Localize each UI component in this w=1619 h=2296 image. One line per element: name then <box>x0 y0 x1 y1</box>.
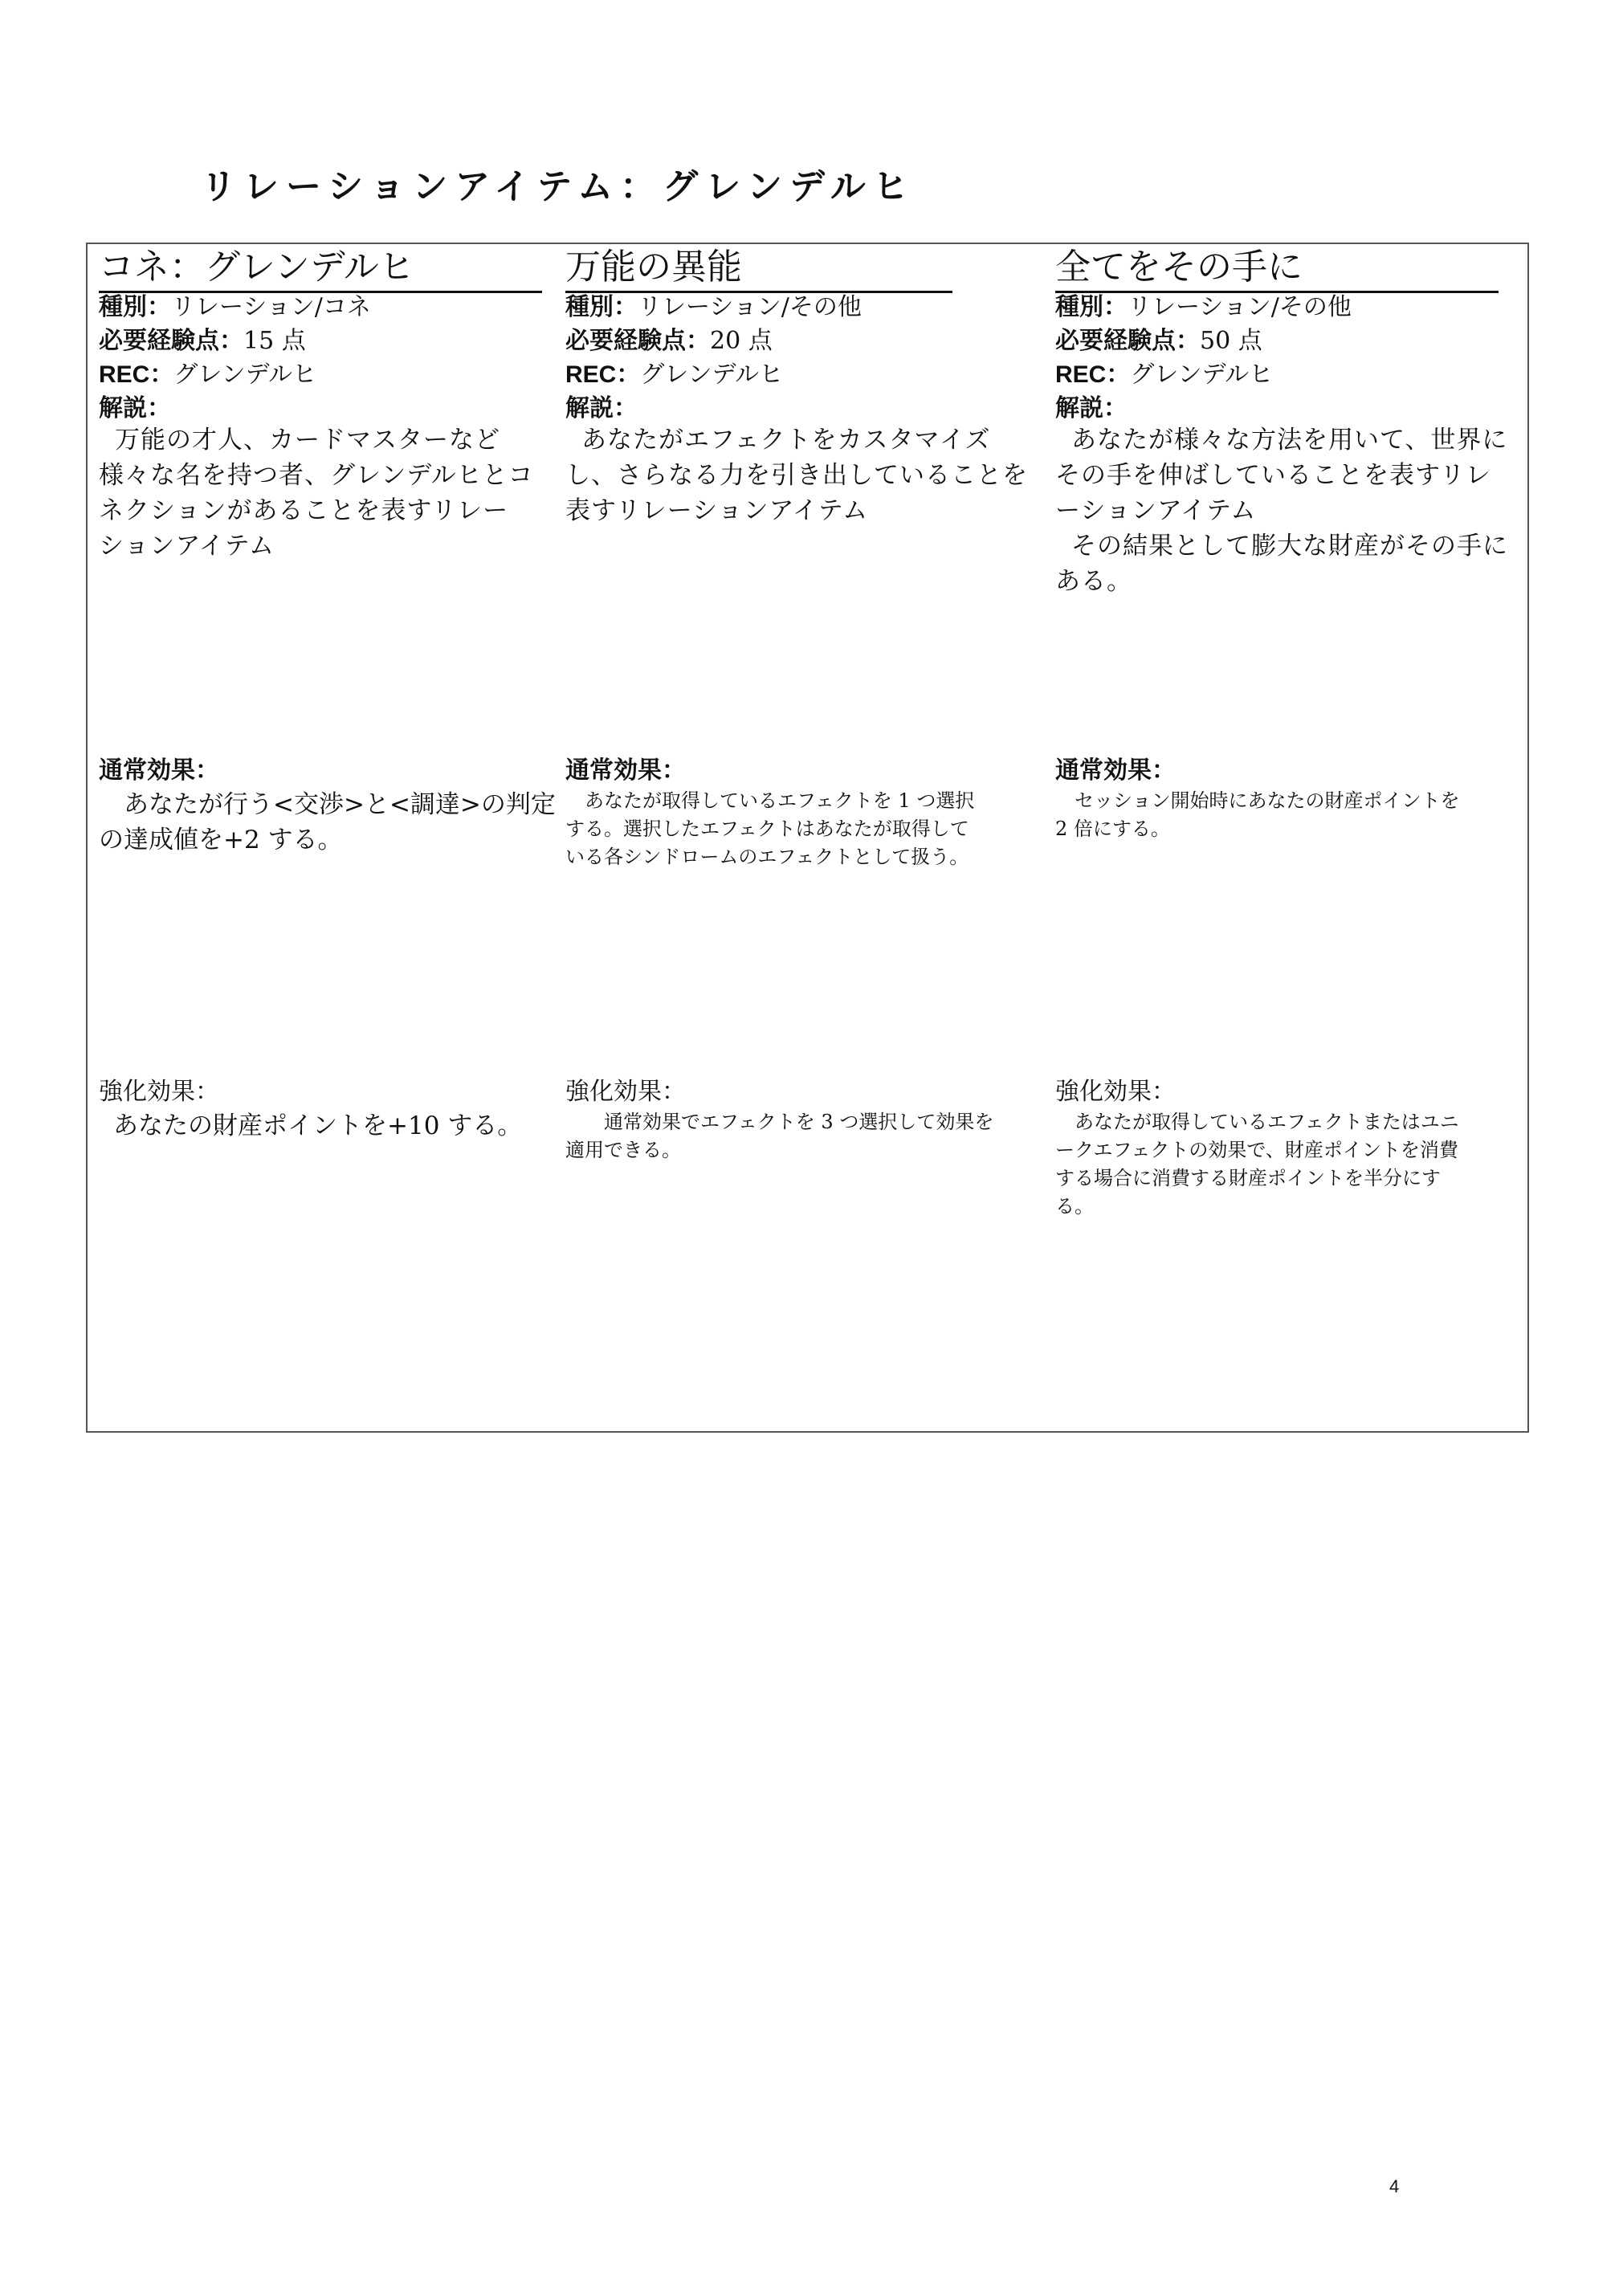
item-name: コネ：グレンデルヒ <box>99 244 542 293</box>
page-number: 4 <box>1389 2176 1400 2196</box>
exp-value: 50 点 <box>1200 327 1262 355</box>
type-label: 種別： <box>565 294 638 320</box>
desc-label: 解説： <box>1055 395 1128 422</box>
item-name: 万能の異能 <box>565 244 952 293</box>
exp-row <box>1055 324 1352 358</box>
normal-effect-line: する。選択したエフェクトはあなたが取得して <box>565 818 969 840</box>
type-value: リレーション/コネ <box>171 293 371 321</box>
description <box>99 422 534 564</box>
item-card-3 <box>1055 244 1517 1431</box>
rec-row <box>1055 358 1352 392</box>
description <box>1055 422 1508 599</box>
normal-effect-text <box>99 787 556 858</box>
description-line: その手を伸ばしていることを表すリレ <box>1055 461 1491 490</box>
description-line: その結果として膨大な財産がその手に <box>1071 532 1508 561</box>
enhanced-effect <box>1055 1076 1459 1221</box>
item-meta <box>565 291 862 426</box>
normal-effect-line: あなたが行う<交渉>と<調達>の判定 <box>99 790 556 819</box>
description <box>565 422 1028 528</box>
desc-row <box>99 392 371 426</box>
rec-row <box>99 358 371 392</box>
description-line: 表すリレーションアイテム <box>565 496 869 525</box>
item-meta <box>1055 291 1352 426</box>
enhanced-effect-line: ークエフェクトの効果で、財産ポイントを消費 <box>1055 1139 1458 1161</box>
rec-label: REC： <box>565 361 641 388</box>
normal-effect-label: 通常効果： <box>99 757 219 784</box>
item-card-1 <box>99 244 556 1431</box>
rec-label: REC： <box>99 361 174 388</box>
normal-effect <box>1055 755 1460 843</box>
desc-label: 解説： <box>99 395 171 422</box>
enhanced-effect-text <box>99 1108 522 1144</box>
exp-label: 必要経験点： <box>99 328 243 354</box>
description-line: あなたが様々な方法を用いて、世界に <box>1071 426 1508 455</box>
description-line: し、さらなる力を引き出していることを <box>565 461 1028 490</box>
page-title: リレーションアイテム：グレンデルヒ <box>201 166 916 207</box>
type-label: 種別： <box>99 294 171 320</box>
type-row <box>1055 291 1352 324</box>
enhanced-effect <box>99 1076 522 1144</box>
item-table <box>86 243 1529 1433</box>
normal-effect-line: 2 倍にする。 <box>1055 818 1170 840</box>
exp-label: 必要経験点： <box>565 328 710 354</box>
type-value: リレーション/その他 <box>638 293 862 321</box>
enhanced-effect-line: 通常効果でエフェクトを 3 つ選択して効果を <box>565 1111 994 1133</box>
enhanced-effect-label: 強化効果： <box>99 1079 219 1105</box>
desc-row <box>565 392 862 426</box>
rec-row <box>565 358 862 392</box>
normal-effect-line: の達成値を+2 する。 <box>99 826 343 854</box>
normal-effect-label: 通常効果： <box>565 757 686 784</box>
enhanced-effect-line: する場合に消費する財産ポイントを半分にす <box>1055 1167 1441 1189</box>
desc-row <box>1055 392 1352 426</box>
description-line: ネクションがあることを表すリレー <box>99 496 509 525</box>
normal-effect <box>565 755 974 871</box>
description-line: ションアイテム <box>99 532 275 561</box>
enhanced-effect-text <box>565 1108 993 1164</box>
enhanced-effect-text <box>1055 1108 1459 1221</box>
normal-effect <box>99 755 556 858</box>
enhanced-effect-line: 適用できる。 <box>565 1139 681 1161</box>
normal-effect-line: セッション開始時にあなたの財産ポイントを <box>1055 789 1460 812</box>
exp-label: 必要経験点： <box>1055 328 1200 354</box>
type-row <box>99 291 371 324</box>
exp-row <box>99 324 371 358</box>
description-line: あなたがエフェクトをカスタマイズ <box>581 426 991 455</box>
description-line: 万能の才人、カードマスターなど <box>115 426 500 455</box>
item-card-2 <box>565 244 1043 1431</box>
rec-label: REC： <box>1055 361 1131 388</box>
enhanced-effect-label: 強化効果： <box>565 1079 686 1105</box>
description-line: ある。 <box>1055 567 1132 596</box>
normal-effect-line: あなたが取得しているエフェクトを 1 つ選択 <box>565 789 975 812</box>
rec-value: グレンデルヒ <box>1130 361 1274 389</box>
description-line: 様々な名を持つ者、グレンデルヒとコ <box>99 461 534 490</box>
enhanced-effect-line: あなたが取得しているエフェクトまたはユニ <box>1055 1111 1459 1133</box>
enhanced-effect <box>565 1076 993 1164</box>
desc-label: 解説： <box>565 395 638 422</box>
type-value: リレーション/その他 <box>1128 293 1352 321</box>
rec-value: グレンデルヒ <box>173 361 317 389</box>
exp-value: 15 点 <box>243 327 306 355</box>
enhanced-effect-line: あなたの財産ポイントを+10 する。 <box>113 1111 523 1140</box>
enhanced-effect-label: 強化効果： <box>1055 1079 1176 1105</box>
item-meta <box>99 291 371 426</box>
exp-value: 20 点 <box>710 327 773 355</box>
enhanced-effect-line: る。 <box>1055 1195 1094 1217</box>
type-row <box>565 291 862 324</box>
item-name: 全てをその手に <box>1055 244 1499 293</box>
exp-row <box>565 324 862 358</box>
normal-effect-line: いる各シンドロームのエフェクトとして扱う。 <box>565 846 969 868</box>
rec-value: グレンデルヒ <box>640 361 784 389</box>
type-label: 種別： <box>1055 294 1128 320</box>
normal-effect-text <box>565 787 974 871</box>
description-line: ーションアイテム <box>1055 496 1257 525</box>
normal-effect-label: 通常効果： <box>1055 757 1176 784</box>
normal-effect-text <box>1055 787 1460 843</box>
